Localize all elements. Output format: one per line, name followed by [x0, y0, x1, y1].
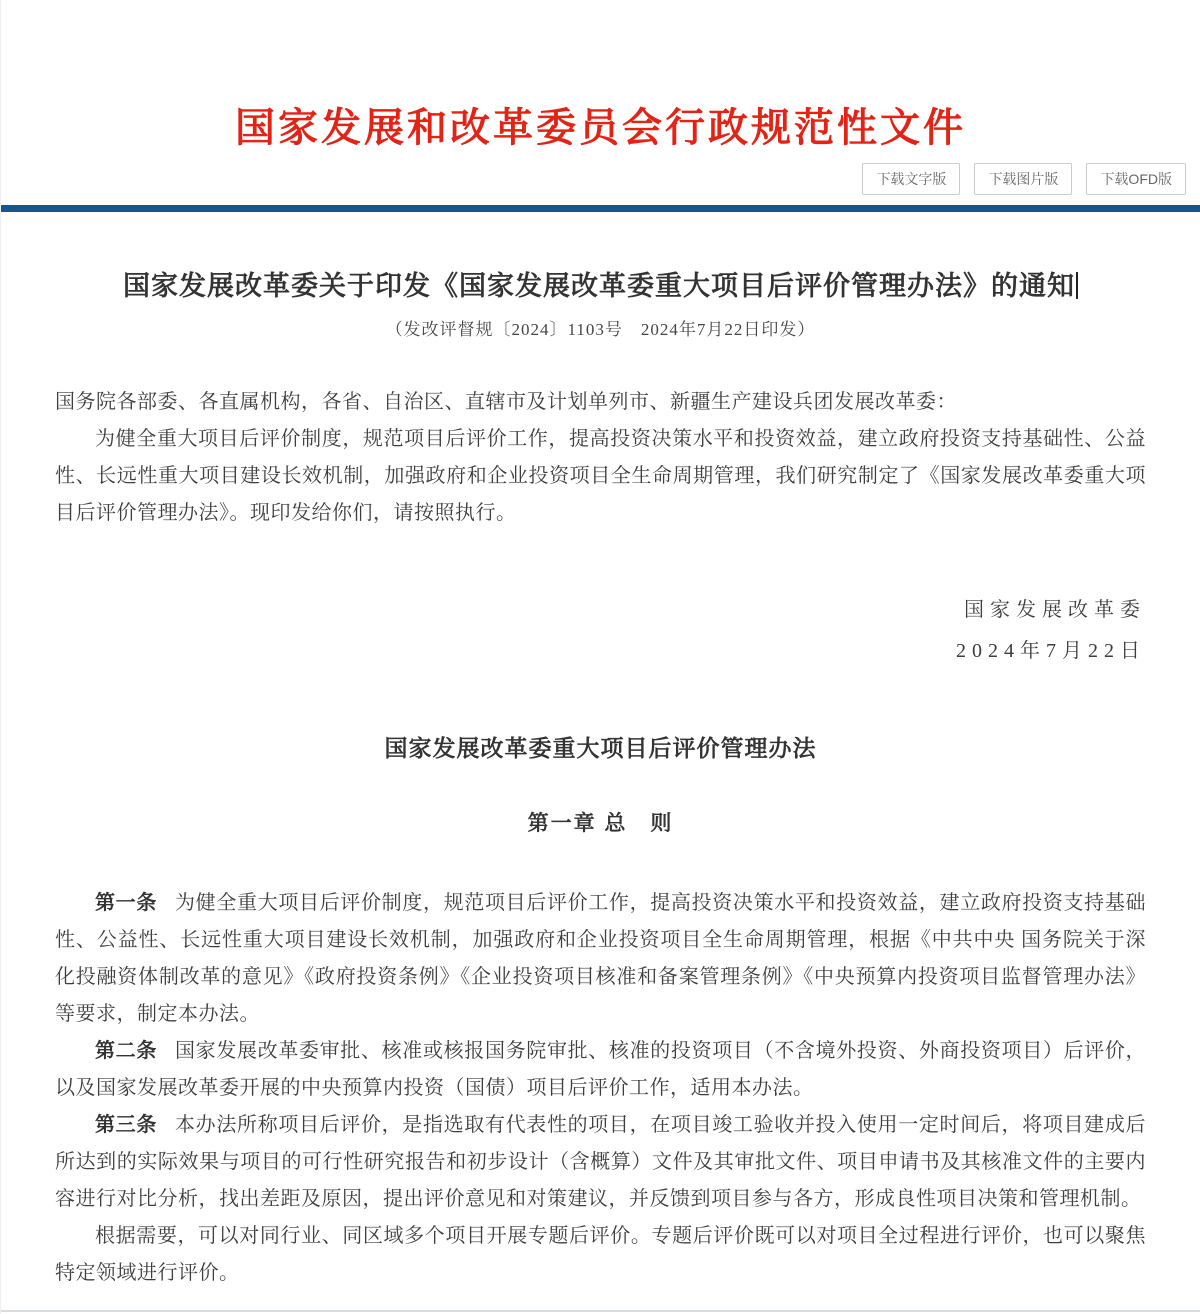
- supplement-paragraph: 根据需要，可以对同行业、同区域多个项目开展专题后评价。专题后评价既可以对项目全过程进行评价，也可以聚焦特定领域进行评价。: [55, 1225, 1146, 1285]
- document-number-line: （发改评督规〔2024〕1103号 2024年7月22日印发）: [385, 320, 816, 340]
- article-1-text: 为健全重大项目后评价制度，规范项目后评价工作，提高投资决策水平和投资效益，建立政府投资支持基础性、公益性、长远性重大项目建设长效机制，加强政府和企业投资项目全生命周期管理，根据《中共中央 国务院关于深化投融资体制改革的意见》《政府投资条例》《企业投资项目核准和备案管理条例》《中央预算内投资项目监督管理办法》等要求，制定本办法。: [55, 892, 1147, 1026]
- article-1: [55, 885, 1146, 1033]
- measure-title: 国家发展改革委重大项目后评价管理办法: [384, 735, 817, 762]
- signature-block: [55, 590, 1146, 672]
- download-toolbar: [1, 163, 1200, 195]
- download-ofd-version-button[interactable]: 下载OFD版: [1086, 163, 1186, 195]
- article-1-label: 第一条: [95, 892, 157, 915]
- article-2: [55, 1033, 1146, 1107]
- document-title-text: 国家发展改革委关于印发《国家发展改革委重大项目后评价管理办法》的通知: [123, 271, 1075, 301]
- download-image-version-button[interactable]: 下载图片版: [974, 163, 1072, 195]
- header-divider-rule: [1, 205, 1200, 212]
- signature-issuer: 国家发展改革委: [964, 599, 1146, 622]
- download-text-version-button[interactable]: 下载文字版: [862, 163, 960, 195]
- article-3-text: 本办法所称项目后评价，是指选取有代表性的项目，在项目竣工验收并投入使用一定时间后，将项目建成后所达到的实际效果与项目的可行性研究报告和初步设计（含概算）文件及其审批文件、项目申请书及其核准文件的主要内容进行对比分析，找出差距及原因，提出评价意见和对策建议，并反馈到项目参与各方，形成良性项目决策和管理机制。: [55, 1114, 1147, 1211]
- article-2-label: 第二条: [95, 1040, 157, 1063]
- document-title: [55, 268, 1146, 304]
- salutation-line: 国务院各部委、各直属机构，各省、自治区、直辖市及计划单列市、新疆生产建设兵团发展改革委：: [55, 391, 957, 414]
- signature-date: 2024年7月22日: [956, 640, 1146, 663]
- bottom-edge-rule: [1, 1310, 1200, 1312]
- articles-section: [55, 885, 1146, 1292]
- chapter-title: 第一章 总 则: [527, 812, 674, 836]
- text-cursor: [1076, 272, 1078, 299]
- article-3: [55, 1107, 1146, 1218]
- article-3-label: 第三条: [95, 1114, 157, 1137]
- article-2-text: 国家发展改革委审批、核准或核报国务院审批、核准的投资项目（不含境外投资、外商投资项目）后评价，以及国家发展改革委开展的中央预算内投资（国债）项目后评价工作，适用本办法。: [55, 1040, 1147, 1100]
- intro-paragraph: 为健全重大项目后评价制度，规范项目后评价工作，提高投资决策水平和投资效益，建立政府投资支持基础性、公益性、长远性重大项目建设长效机制，加强政府和企业投资项目全生命周期管理，我们研究制定了《国家发展改革委重大项目后评价管理办法》。现印发给你们，请按照执行。: [55, 428, 1146, 525]
- document-content: [1, 268, 1200, 1292]
- page-header: [1, 0, 1200, 212]
- banner-title: 国家发展和改革委员会行政规范性文件: [235, 105, 966, 150]
